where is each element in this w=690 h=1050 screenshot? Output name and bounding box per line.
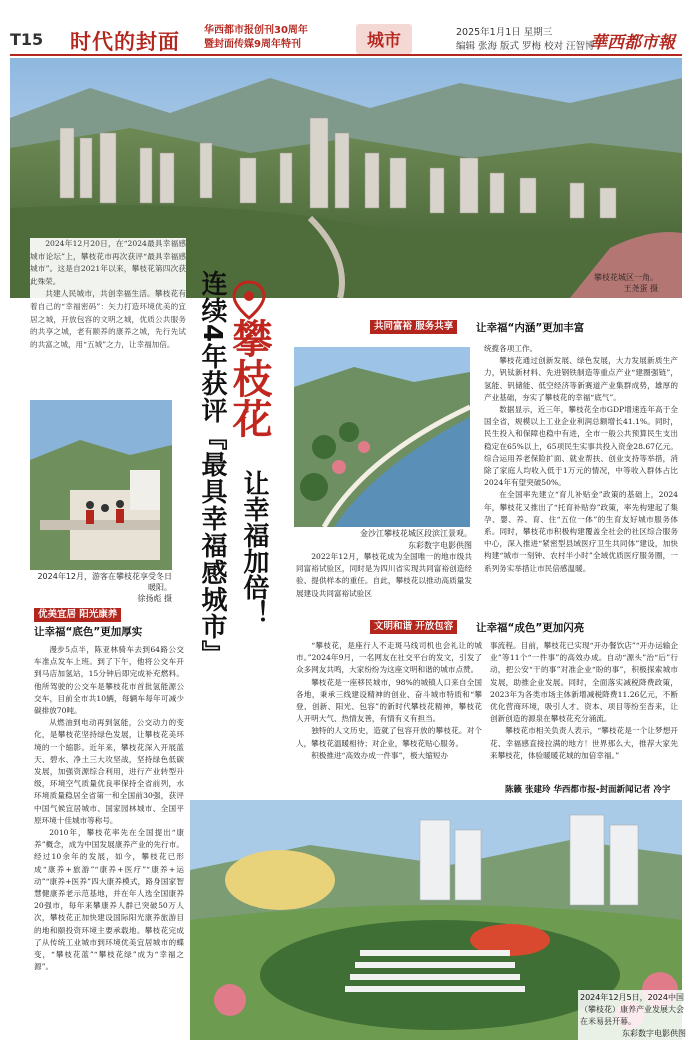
sec2-body-left [296,551,472,600]
sec2-paragraph: 攀枝花通过创新发展、绿色发展，大力发展新质生产力，钒钛新材料、先进钢铁制造等重点产业“建圈强链”，氢能、钒储能、低空经济等新赛道产业集群成势，雄厚的产业基础，夯实了攀枝花的幸福“底气”。 [484,356,678,402]
sec2-paragraph: 数据显示，近三年，攀枝花全市GDP增速连年高于全国全省，规模以上工业企业利润总额增长41.1%。同时，民生投入和保障也稳中有进，全市一般公共预算民生支出稳定在65%以上，65项民生实事共投入资金28.67亿元。综合运用养老保险扩面、就业帮扶、创业支持等举措，消除了家庭人均收入低于1万元的情况，中等收入群体占比2024年有望突破50%。 [484,405,678,488]
lead-paragraph: 共建人民城市，共创幸福生活。攀枝花有着自己的“幸福密码”：矢力打造环境优美的宜居之城，开放包容的文明之城，优质公共服务的共享之城，老有颐养的康养之城，先行先试的共富之城，用“五城”之力，让幸福加倍。 [30,289,186,349]
hero-caption [594,272,658,294]
sec3-paragraph: 独特的人文历史，造就了包容开放的攀枝花。对个人，攀枝花温暖相待；对企业，攀枝花贴心服务。 [296,726,482,748]
headline-sub: 让幸福加倍！ [239,470,269,626]
conference-caption-text: 2024年12月5日，2024中国（攀枝花）康养产业发展大会在米易县开幕。 [580,993,684,1026]
sec2-tag: 共同富裕 服务共享 [370,320,457,334]
tourists-photo [30,400,172,570]
location-pin-icon [231,280,267,320]
sec1-tag: 优美宜居 阳光康养 [34,608,121,622]
sec1-paragraph: 从燃油到电动再到氢能，公交动力的变化，是攀枝花坚持绿色发展，让攀枝花美环境的一个缩影。近年来，攀枝花深入开展蓝天、碧水、净土三大攻坚战，坚持绿色低碳发展，加强资源综合利用，进行产业转型升级，环境空气质量优良率保持全省前列，水环境质量稳居全省第一和全国前30强，获评中国气候宜居城市、国家园林城市、全国平原环境十佳城市等称号。 [34,718,184,825]
headline-city: 攀枝花 [226,318,272,438]
anniversary-label [204,24,332,52]
masthead-rule [10,54,682,56]
sec1-title: 让幸福“底色”更加厚实 [34,626,143,638]
sec3-paragraph: 积极推进“高效办成一件事”，极大缩短办 [311,750,449,760]
sec3-paragraph: 攀枝花是一座移民城市，98%的城镇人口来自全国各地，秉承三线建设精神的创业、奋斗城市特质和“攀登、创新、阳光、包容”的新时代攀枝花精神，攀枝花人开明大气、热情友善，有情有义有担当。 [296,677,482,724]
tourists-caption [30,571,172,604]
conference-credit: 东彩数字电影供图 [622,1029,686,1038]
lead-paragraph: 2024年12月20日，在“2024最具幸福感城市论坛”上，攀枝花市再次获评“最具幸福感城市”。这是自2021年以来，攀枝花第四次获此殊荣。 [30,239,186,286]
riverside-credit: 东彩数字电影供图 [408,541,472,550]
lead-text [30,238,186,351]
page-number: T15 [10,30,44,49]
conference-caption [578,990,688,1042]
tourists-credit: 徐扬彪 摄 [137,594,172,603]
riverside-caption-text: 金沙江攀枝花城区段滨江景观。 [360,529,472,538]
city-logo-text: 城市 [367,31,401,51]
anniversary-line-2: 暨封面传媒9周年特刊 [204,39,301,50]
sec3-paragraph: 攀枝花市相关负责人表示，“攀枝花是一个让梦想开花、幸福感直接拉满的地方！世界那么大，推荐大家先来攀枝花，体验暖暖花城的加倍幸福。” [490,726,678,760]
sec1-body [34,644,184,973]
sec3-tag: 文明和谐 开放包容 [370,620,457,634]
sec2-paragraph: 2022年12月，攀枝花成为全国唯一的地市级共同富裕试验区，同时是为四川省实现共同富裕创造经验、提供样本的重任。自此，攀枝花以推动高质量发展建设共同富裕试验区 [296,552,472,598]
hero-credit: 王尧蛋 摄 [623,284,658,293]
city-logo [354,22,414,56]
sec1-paragraph: 漫步5点半，陈亚林骑车去到64路公交车准点发车上班。到了下午，他将公交车开到马店加氢站，15分钟后即完成补充燃料。他所驾驶的公交车是攀枝花市首批氢能源公交车，目前全市共10辆，每辆车每年可减少碳排放70吨。 [34,645,184,716]
hero-caption-text: 攀枝花城区一角。 [594,273,658,282]
headline-main: 连续4年获评『最具幸福感城市』 [197,270,227,668]
sec1-paragraph: 2010年，攀枝花率先在全国提出“康养”概念，成为中国发展康养产业的先行市。经过10余年的发展，如今，攀枝花已形成“康养+旅游”“康养+医疗”“康养+运动”“康养+医养”四大康养模式，路身国家智慧健康养老示范基地，并在年人选全国康养20强市，每年来攀康养人群已突破50万人次，攀枝花正加快建设国际阳光康养旅游目的地和颐投资环境主要承载地。攀枝花完成了从传统工业城市到环境优美宜居城市的蝶变，“攀枝花蓝”“攀枝花绿”成为“幸福之源”。 [34,828,184,972]
sec3-paragraph: 事流程。目前，攀枝花已实现“开办餐饮店”“开办运输企业”等11个“一件事”的高效办成。自动“源头”治“后”行动，把公安“干的事”对准企业“盼的事”，积极探索城市发展，助推企业发展。同时，全面落实减税降费政策，2023年为各类市场主体新增减税降费11.26亿元，不断优化营商环境，吸引人才、资本、项目等纷至沓来，让创新创造的源泉在攀枝花充分涌流。 [490,641,678,724]
sec3-paragraph: “攀枝花，是座行人不走斑马线司机也会礼让的城市。”2024年9月，一名网友在社交平台的发文，引发了众多网友共鸣，大家纷纷为这座文明和谐的城市点赞。 [296,641,482,675]
sec2-title: 让幸福“内涵”更加丰富 [476,322,585,334]
anniversary-line-1: 华西都市报创刊30周年 [204,25,308,36]
staff-line: 编辑 张海 版式 罗梅 校对 汪智博 [456,41,595,52]
sec3-body-left [296,640,482,762]
tourists-caption-text: 2024年12月，游客在攀枝花享受冬日暖阳。 [37,572,172,592]
byline: 陈籁 张建玲 华西都市报-封面新闻记者 冷宇 [505,785,671,795]
sec3-title: 让幸福“成色”更加闪亮 [476,622,585,634]
sec3-body-right [490,640,678,762]
section-title: 时代的封面 [70,30,180,54]
riverside-caption [300,528,472,552]
sec2-paragraph: 在全国率先建立“育儿补贴金”政策的基础上，2024年，攀枝花又推出了“托育补贴券”政策，率先构建起了集孕、婴、养、育、住“五位一体”的生育友好城市服务体系。同时，攀枝花市积极构建覆盖全社会的社区综合服务中心，深入推进“紧密型县域医疗卫生共同体”建设，加快构建“城市一刻钟、农村半小时”全域优质医疗服务圈，一系列务实举措让市民倍感温暖。 [484,490,678,573]
newspaper-logo: 華西都市報 [590,33,675,53]
sec2-body-right [484,343,678,575]
sec2-paragraph: 统揽各项工作。 [484,344,538,353]
issue-date: 2025年1月1日 星期三 [456,27,553,38]
riverside-photo [294,347,470,527]
masthead [0,0,690,54]
